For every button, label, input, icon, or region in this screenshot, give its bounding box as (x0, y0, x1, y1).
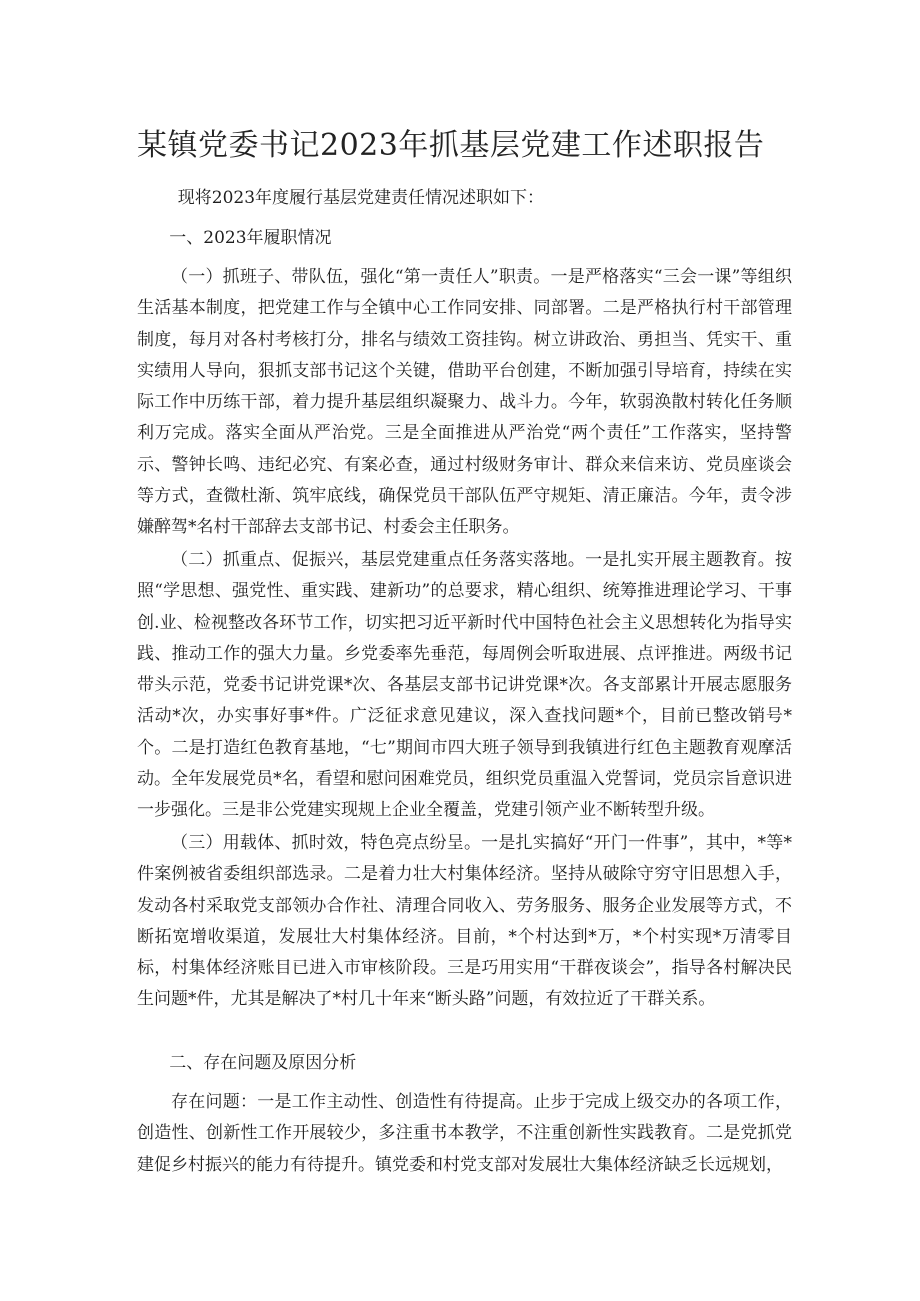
intro-paragraph: 现将2023年度履行基层党建责任情况述职如下： (177, 188, 545, 208)
paragraph-key-tasks: （二）抓重点、促振兴，基层党建重点任务落实落地。一是扎实开展主题教育。按照“学思想、强党性、重实践、建新功”的总要求，精心组织、统筹推进理论学习、干事创.业、检视整改各环节工作，切实把习近平新时代中国特色社会主义思想转化为指导实践、推动工作的强大力量。乡党委率先垂范，每周例会听取进展、点评推进。两级书记带头示范，党委书记讲党课*次、各基层支部书记讲党课*次。各支部累计开展志愿服务活动*次，办实事好事*件。广泛征求意见建议，深入查找问题*个，目前已整改销号*个。二是打造红色教育基地，“七”期间市四大班子领导到我镇进行红色主题教育观摩活动。全年发展党员*名，看望和慰问困难党员，组织党员重温入党誓词，党员宗旨意识进一步强化。三是非公党建实现规上企业全覆盖，党建引领产业不断转型升级。 (137, 550, 792, 821)
paragraph-team-building: （一）抓班子、带队伍，强化“第一责任人”职责。一是严格落实“三会一课”等组织生活基本制度，把党建工作与全镇中心工作同安排、同部署。二是严格执行村干部管理制度，每月对各村考核打分，排名与绩效工资挂钩。树立讲政治、勇担当、凭实干、重实绩用人导向，狠抓支部书记这个关键，借助平台创建，不断加强引导培育，持续在实际工作中历练干部，着力提升基层组织凝聚力、战斗力。今年，软弱涣散村转化任务顺利万完成。落实全面从严治党。三是全面推进从严治党“两个责任”工作落实，坚持警示、警钟长鸣、违纪必究、有案必查，通过村级财务审计、群众来信来访、党员座谈会等方式，查微杜渐、筑牢底线，确保党员干部队伍严守规矩、清正廉洁。今年，责令涉嫌醉驾*名村干部辞去支部书记、村委会主任职务。 (137, 267, 792, 538)
section-heading-problems: 二、存在问题及原因分析 (169, 1053, 357, 1073)
document-title: 某镇党委书记2023年抓基层党建工作述职报告 (137, 128, 765, 163)
paragraph-highlights: （三）用载体、抓时效，特色亮点纷呈。一是扎实搞好“开门一件事”，其中，*等*件案例被省委组织部选录。二是着力壮大村集体经济。坚持从破除守穷守旧思想入手，发动各村采取党支部领办合作社、清理合同收入、劳务服务、服务企业发展等方式，不断拓宽增收渠道，发展壮大村集体经济。目前，*个村达到*万，*个村实现*万清零目标，村集体经济账目已进入市审核阶段。三是巧用实用“干群夜谈会”，指导各村解决民生问题*件，尤其是解决了*村几十年来“断头路”问题，有效拉近了干群关系。 (137, 833, 792, 1010)
section-heading-performance: 一、2023年履职情况 (169, 228, 332, 248)
paragraph-problems: 存在问题：一是工作主动性、创造性有待提高。止步于完成上级交办的各项工作，创造性、创新性工作开展较少，多注重书本教学，不注重创新性实践教育。二是党抓党建促乡村振兴的能力有待提升。镇党委和村党支部对发展壮大集体经济缺乏长远规划， (137, 1092, 792, 1175)
